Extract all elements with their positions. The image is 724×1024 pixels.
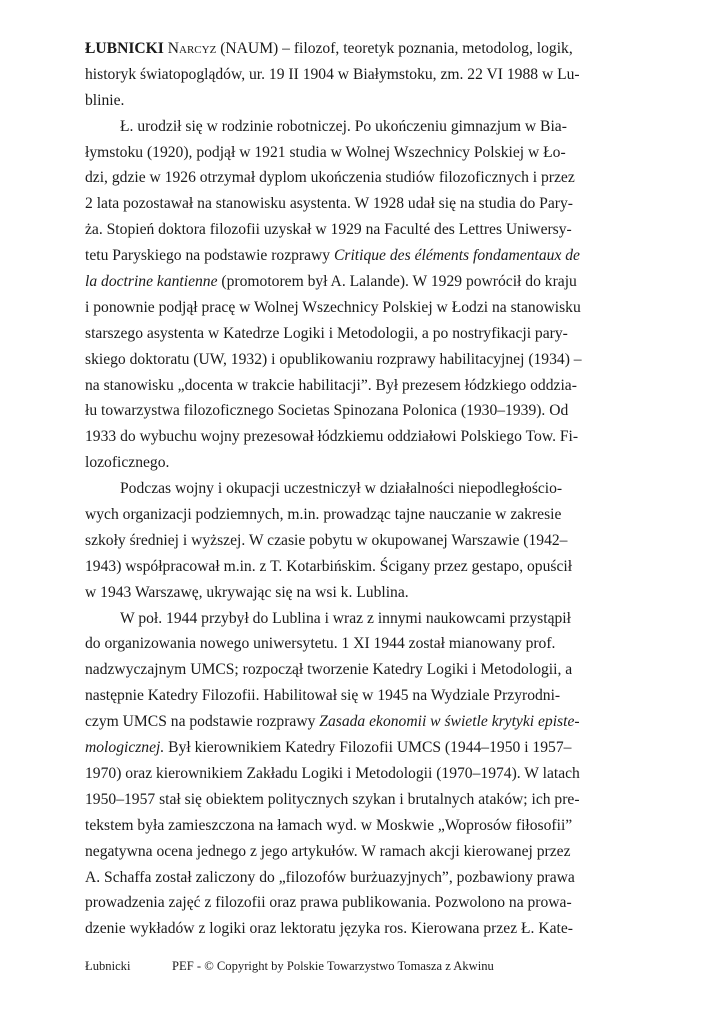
text-line xyxy=(85,683,561,709)
text-run: A. Schaffa został zaliczony do „filozofów burżuazyjnych”, pozbawiony prawa xyxy=(85,868,575,886)
text-run: 1933 do wybuchu wojny prezesował łódzkiemu oddziałowi Polskiego Tow. Fi- xyxy=(85,428,579,446)
text-line xyxy=(85,269,577,295)
text-line xyxy=(85,735,572,761)
italic-title: Critique des éléments fondamentaux de xyxy=(334,247,580,265)
text-run: wych organizacji podziemnych, m.in. prowadząc tajne nauczanie w zakresie xyxy=(85,506,562,524)
text-line xyxy=(85,347,582,373)
text-line xyxy=(85,243,580,269)
footer-copyright: PEF - © Copyright by Polskie Towarzystwo Tomasza z Akwinu xyxy=(172,959,494,973)
text-line xyxy=(85,114,567,140)
text-run: 1943) współpracował m.in. z T. Kotarbińskim. Ścigany przez gestapo, opuścił xyxy=(85,557,573,575)
text-line xyxy=(85,839,571,865)
text-run: i ponownie podjął pracę w Wolnej Wszechnicy Polskiej w Łodzi na stanowisku xyxy=(85,298,581,316)
text-run: ża. Stopień doktora filozofii uzyskał w 1929 na Faculté des Lettres Uniwersy- xyxy=(85,221,572,239)
text-run: łymstoku (1920), podjął w 1921 studia w Wolnej Wszechnicy Polskiej w Ło- xyxy=(85,143,566,161)
text-run: do organizowania nowego uniwersytetu. 1 XI 1944 został mianowany prof. xyxy=(85,635,556,653)
text-line xyxy=(85,191,573,217)
text-line xyxy=(85,217,572,243)
text-line xyxy=(85,88,553,114)
paragraph xyxy=(85,36,580,114)
text-line xyxy=(85,606,571,632)
text-run: szkoły średniej i wyższej. W czasie pobytu w okupowanej Warszawie (1942– xyxy=(85,531,568,549)
text-run: Podczas wojny i okupacji uczestniczył w działalności niepodległościo- xyxy=(120,480,563,498)
paragraph xyxy=(85,606,580,943)
text-run: w 1943 Warszawę, ukrywając się na wsi k. Lublina. xyxy=(85,583,409,601)
text-run: W poł. 1944 przybył do Lublina i wraz z innymi naukowcami przystąpił xyxy=(120,609,571,627)
footer-running-title: Łubnicki xyxy=(85,959,131,973)
text-line xyxy=(85,165,575,191)
text-line xyxy=(85,865,575,891)
text-run: prowadzenia zajęć z filozofii oraz prawa publikowania. Pozwolono na prowa- xyxy=(85,894,572,912)
text-run: 1970) oraz kierownikiem Zakładu Logiki i Metodologii (1970–1974). W latach xyxy=(85,764,580,782)
text-run: 2 lata pozostawał na stanowisku asystenta. W 1928 udał się na studia do Pary- xyxy=(85,195,573,213)
text-run: (NAUM) – filozof, teoretyk poznania, metodolog, logik, xyxy=(216,40,573,57)
text-run: następnie Katedry Filozofii. Habilitował się w 1945 na Wydziale Przyrodni- xyxy=(85,687,561,705)
text-run: tekstem była zamieszczona na łamach wyd. w Moskwie „Woprosów fiłosofii” xyxy=(85,816,573,834)
text-run: starszego asystenta w Katedrze Logiki i Metodologii, a po nostryfikacji pary- xyxy=(85,324,568,342)
paragraph xyxy=(85,476,573,605)
text-run: 1950–1957 stał się obiektem politycznych szykan i brutalnych ataków; ich pre- xyxy=(85,790,580,808)
text-line xyxy=(85,631,556,657)
text-run: skiego doktoratu (UW, 1932) i opublikowaniu rozprawy habilitacyjnej (1934) – xyxy=(85,350,582,368)
text-run: łu towarzystwa filozoficznego Societas Spinozana Polonica (1930–1939). Od xyxy=(85,402,569,420)
text-run: Ł. urodził się w rodzinie robotniczej. Po ukończeniu gimnazjum w Bia- xyxy=(120,117,567,135)
text-run: nadzwyczajnym UMCS; rozpoczął tworzenie Katedry Logiki i Metodologii, a xyxy=(85,661,573,679)
text-run: dzi, gdzie w 1926 otrzymał dyplom ukończenia studiów filozoficznych i przez xyxy=(85,169,575,187)
text-line xyxy=(85,761,580,787)
paragraph xyxy=(85,114,582,476)
text-line xyxy=(85,528,568,554)
text-line xyxy=(85,36,573,62)
text-line xyxy=(85,398,569,424)
text-line xyxy=(85,140,566,166)
text-line xyxy=(85,580,553,606)
text-line xyxy=(85,787,580,813)
text-run: tetu Paryskiego na podstawie rozprawy xyxy=(85,247,334,265)
text-line xyxy=(85,502,562,528)
text-run: na stanowisku „docenta w trakcie habilitacji”. Był prezesem łódzkiego oddzia- xyxy=(85,376,577,394)
text-line xyxy=(85,321,568,347)
italic-title: Zasada ekonomii w świetle krytyki episte- xyxy=(319,713,580,731)
text-line xyxy=(85,450,553,476)
text-run: historyk światopoglądów, ur. 19 II 1904 w Białymstoku, zm. 22 VI 1988 w Lu- xyxy=(85,65,580,83)
text-line xyxy=(85,890,572,916)
italic-title: la doctrine kantienne xyxy=(85,273,218,291)
text-line xyxy=(85,295,581,321)
article-body xyxy=(85,36,582,942)
text-run: dzenie wykładów z logiki oraz lektoratu języka ros. Kierowana przez Ł. Kate- xyxy=(85,920,573,938)
text-line xyxy=(85,373,577,399)
text-line xyxy=(85,476,563,502)
text-line xyxy=(85,554,573,580)
italic-title: mologicznej. xyxy=(85,739,165,757)
text-line xyxy=(85,916,573,942)
text-line xyxy=(85,657,573,683)
page-footer xyxy=(85,959,645,979)
text-line xyxy=(85,62,580,88)
text-line xyxy=(85,709,580,735)
text-line xyxy=(85,813,573,839)
text-run: blinie. xyxy=(85,91,125,109)
text-run: (promotorem był A. Lalande). W 1929 powrócił do kraju xyxy=(217,273,577,291)
entry-forename: Narcyz xyxy=(167,40,217,57)
entry-headword: ŁUBNICKI xyxy=(85,40,164,57)
text-run: Był kierownikiem Katedry Filozofii UMCS (1944–1950 i 1957– xyxy=(164,739,572,757)
text-line xyxy=(85,424,579,450)
text-run: negatywna ocena jednego z jego artykułów. W ramach akcji kierowanej przez xyxy=(85,842,571,860)
text-run: lozoficznego. xyxy=(85,454,170,472)
text-run: czym UMCS na podstawie rozprawy xyxy=(85,713,320,731)
